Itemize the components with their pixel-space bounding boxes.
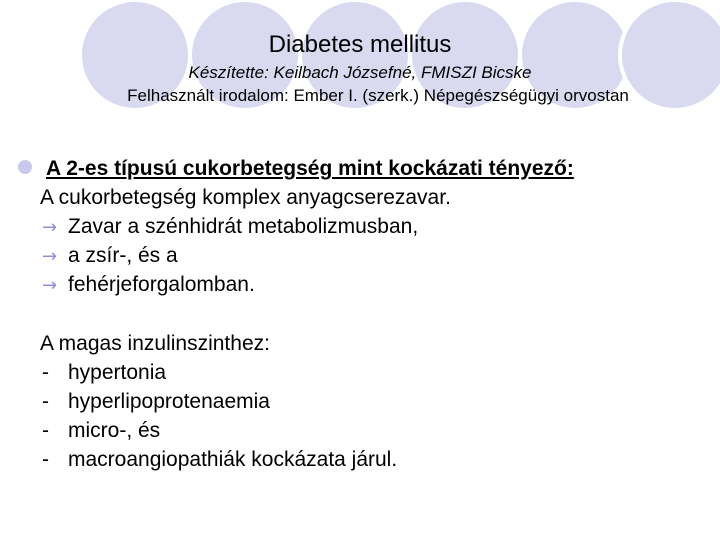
dash-marker: - — [42, 419, 49, 442]
arrow-right-icon: → — [42, 275, 58, 296]
arrow-right-icon: → — [42, 246, 58, 267]
list-item-text: Zavar a szénhidrát metabolizmusban, — [68, 215, 419, 238]
list-item — [42, 387, 702, 416]
section1-heading: A 2-es típusú cukorbetegség mint kockázati tényező: — [46, 157, 574, 180]
page-title: Diabetes mellitus — [268, 31, 452, 58]
dash-marker: - — [42, 390, 49, 413]
list-item — [42, 358, 702, 387]
section1-intro: A cukorbetegség komplex anyagcserezavar. — [40, 186, 451, 209]
list-item — [42, 270, 702, 299]
arrow-right-icon: → — [42, 217, 58, 238]
list-item-text: a zsír-, és a — [68, 244, 178, 267]
list-item-text: hyperlipoprotenaemia — [68, 390, 270, 413]
dash-marker: - — [42, 361, 49, 384]
section1-heading-line — [18, 154, 702, 183]
circle-bullet-icon — [18, 160, 32, 174]
list-item-text: fehérjeforgalomban. — [68, 273, 255, 296]
list-item-text: micro-, és — [68, 419, 161, 442]
list-item — [42, 241, 702, 270]
list-item — [42, 212, 702, 241]
list-item — [42, 445, 702, 474]
author-line: Készítette: Keilbach Józsefné, FMISZI Bicske — [188, 63, 532, 82]
section-gap — [42, 299, 702, 329]
dash-marker: - — [42, 448, 49, 471]
list-item-text: hypertonia — [68, 361, 167, 384]
slide-body — [42, 154, 702, 474]
source-line: Felhasznált irodalom: Ember I. (szerk.) Népegészségügyi orvostan — [127, 86, 629, 105]
list-item — [42, 416, 702, 445]
section2-intro: A magas inzulinszinthez: — [40, 332, 270, 355]
list-item-text: macroangiopathiák kockázata járul. — [68, 448, 398, 471]
